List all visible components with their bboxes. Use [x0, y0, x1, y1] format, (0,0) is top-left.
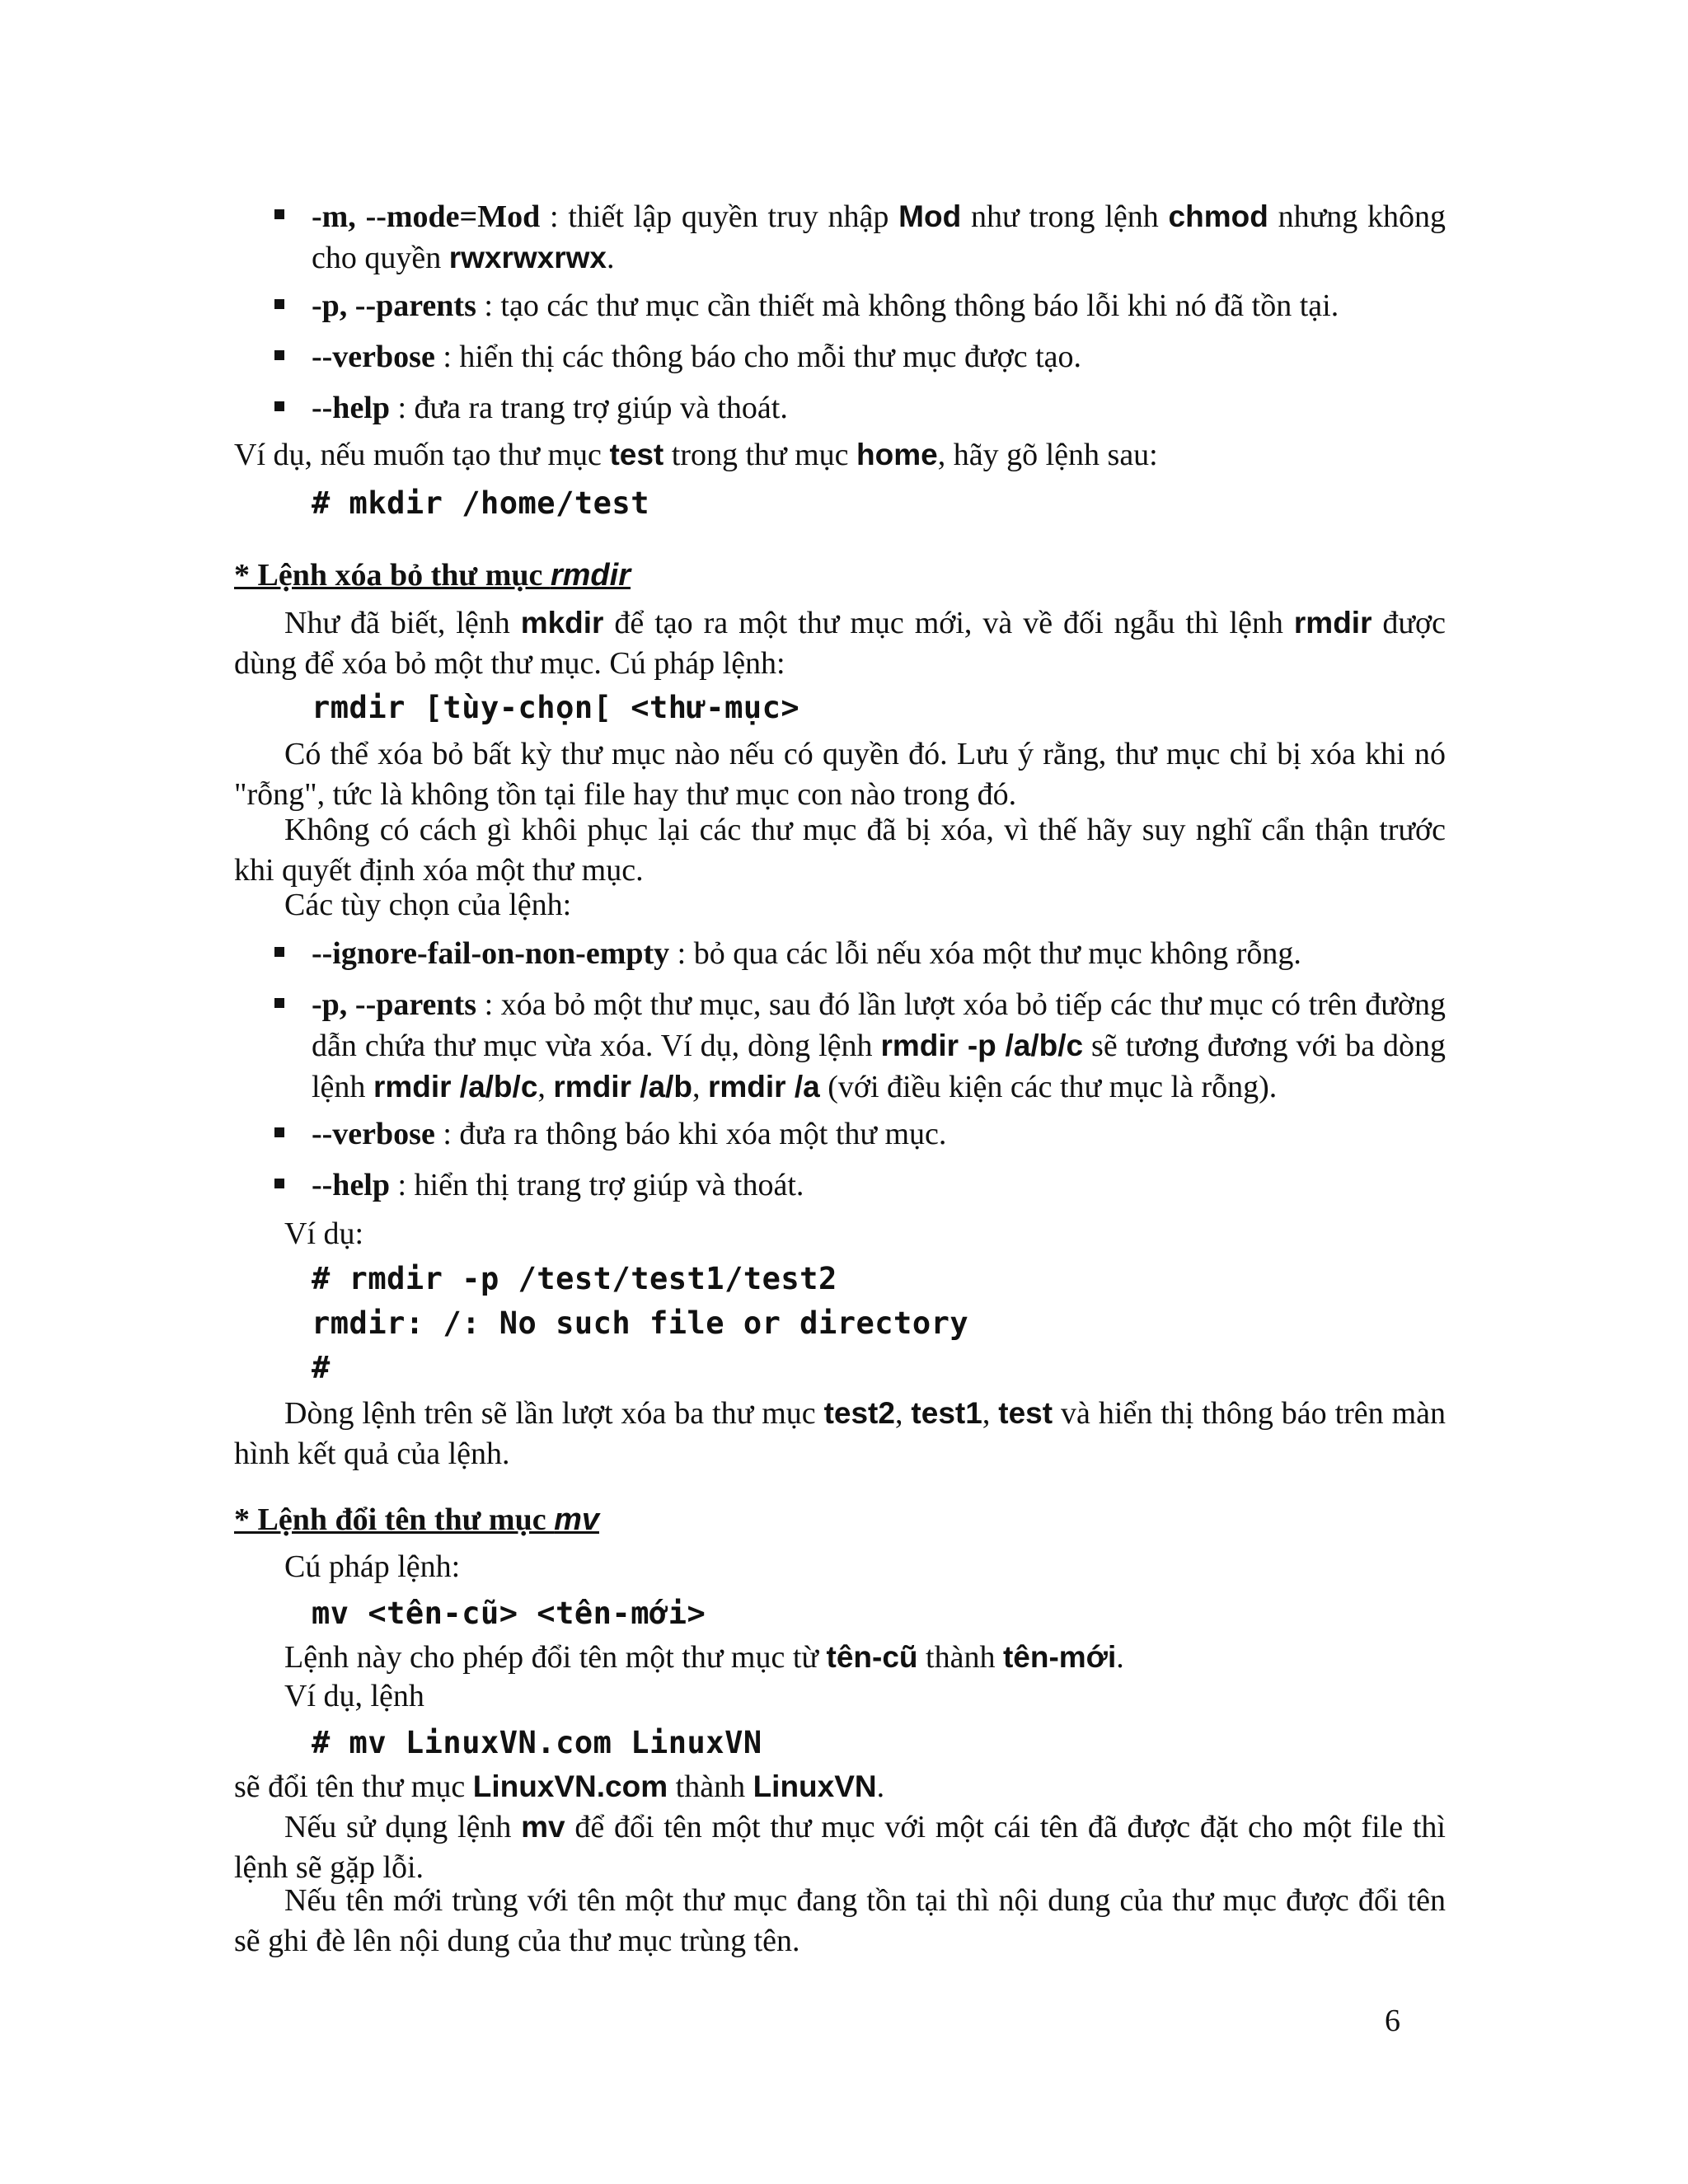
- rmdir-example-label: Ví dụ:: [284, 1216, 364, 1251]
- mkdir-option-parents: -p, --parents : tạo các thư mục cần thiết mà không thông báo lỗi khi nó đã tồn tại.: [269, 286, 1446, 326]
- rmdir-result-paragraph: Dòng lệnh trên sẽ lần lượt xóa ba thư mục test2, test1, test và hiển thị thông báo trên màn hình kết quả của lệnh.: [234, 1396, 1447, 1471]
- bullet-square-icon: [274, 299, 284, 309]
- mv-example-result: sẽ đổi tên thư mục LinuxVN.com thành LinuxVN.: [234, 1769, 885, 1804]
- bullet-square-icon: [274, 350, 284, 360]
- mv-file-conflict-paragraph: Nếu sử dụng lệnh mv để đổi tên một thư mục với một cái tên đã được đặt cho một file thì lệnh sẽ gặp lỗi.: [234, 1810, 1446, 1885]
- rmdir-option-help: --help : hiển thị trang trợ giúp và thoát.: [269, 1165, 1446, 1206]
- option-name: -m, --mode=Mod: [312, 199, 541, 234]
- option-name: --help: [312, 391, 390, 425]
- mv-example-label: Ví dụ, lệnh: [284, 1679, 424, 1713]
- bullet-square-icon: [274, 401, 284, 411]
- rmdir-code-line-2: rmdir: /: No such file or directory: [312, 1305, 969, 1341]
- rmdir-paragraph-empty: Có thể xóa bỏ bất kỳ thư mục nào nếu có quyền đó. Lưu ý rằng, thư mục chỉ bị xóa khi nó "rỗng", tức là không tồn tại file hay thư mục con nào trong đó.: [234, 737, 1446, 812]
- option-name: -p, --parents: [312, 987, 476, 1022]
- mkdir-option-mode: -m, --mode=Mod : thiết lập quyền truy nhập Mod như trong lệnh chmod nhưng không cho quyền rwxrwxrwx.: [269, 196, 1446, 279]
- rmdir-intro-paragraph: Như đã biết, lệnh mkdir để tạo ra một thư mục mới, và về đối ngẫu thì lệnh rmdir được dùng để xóa bỏ một thư mục. Cú pháp lệnh:: [234, 606, 1446, 681]
- mkdir-example-text: Ví dụ, nếu muốn tạo thư mục test trong thư mục home, hãy gõ lệnh sau:: [234, 438, 1158, 472]
- rmdir-code-line-1: # rmdir -p /test/test1/test2: [312, 1261, 837, 1296]
- rmdir-heading: * Lệnh xóa bỏ thư mục rmdir: [234, 558, 631, 593]
- mv-description: Lệnh này cho phép đổi tên một thư mục từ tên-cũ thành tên-mới.: [284, 1640, 1124, 1675]
- mkdir-code-line: # mkdir /home/test: [312, 485, 649, 521]
- mkdir-option-help: --help : đưa ra trang trợ giúp và thoát.: [269, 388, 1446, 429]
- rmdir-option-ignore-fail: --ignore-fail-on-non-empty : bỏ qua các lỗi nếu xóa một thư mục không rỗng.: [269, 934, 1446, 974]
- rmdir-options-label: Các tùy chọn của lệnh:: [284, 888, 572, 922]
- page-number: 6: [1385, 2004, 1400, 2038]
- mv-code-line: # mv LinuxVN.com LinuxVN: [312, 1725, 762, 1760]
- bullet-square-icon: [274, 1127, 284, 1137]
- mv-heading: * Lệnh đổi tên thư mục mv: [234, 1502, 599, 1537]
- rmdir-option-verbose: --verbose : đưa ra thông báo khi xóa một thư mục.: [269, 1114, 1446, 1155]
- option-name: --ignore-fail-on-non-empty: [312, 936, 670, 971]
- bullet-square-icon: [274, 998, 284, 1008]
- rmdir-code-line-3: #: [312, 1350, 331, 1385]
- mv-syntax: mv <tên-cũ> <tên-mới>: [312, 1596, 706, 1631]
- bullet-square-icon: [274, 209, 284, 219]
- mv-overwrite-paragraph: Nếu tên mới trùng với tên một thư mục đang tồn tại thì nội dung của thư mục được đổi tên sẽ ghi đè lên nội dung của thư mục trùng tên.: [234, 1883, 1446, 1958]
- bullet-square-icon: [274, 947, 284, 957]
- option-name: --verbose: [312, 340, 435, 374]
- rmdir-syntax: rmdir [tùy-chọn[ <thư-mục>: [312, 690, 800, 725]
- option-name: --help: [312, 1168, 390, 1202]
- rmdir-paragraph-warning: Không có cách gì khôi phục lại các thư mục đã bị xóa, vì thế hãy suy nghĩ cẩn thận trước khi quyết định xóa một thư mục.: [234, 813, 1446, 888]
- rmdir-option-parents: -p, --parents : xóa bỏ một thư mục, sau đó lần lượt xóa bỏ tiếp các thư mục có trên đường dẫn chứa thư mục vừa xóa. Ví dụ, dòng lệnh rmdir -p /a/b/c sẽ tương đương với ba dòng lệnh rmdir /a/b/c, rmdir /a/b, rmdir /a (với điều kiện các thư mục là rỗng).: [269, 985, 1446, 1108]
- mkdir-option-verbose: --verbose : hiển thị các thông báo cho mỗi thư mục được tạo.: [269, 337, 1446, 377]
- option-name: --verbose: [312, 1117, 435, 1151]
- bullet-square-icon: [274, 1179, 284, 1188]
- mv-syntax-label: Cú pháp lệnh:: [284, 1549, 461, 1584]
- option-name: -p, --parents: [312, 288, 476, 323]
